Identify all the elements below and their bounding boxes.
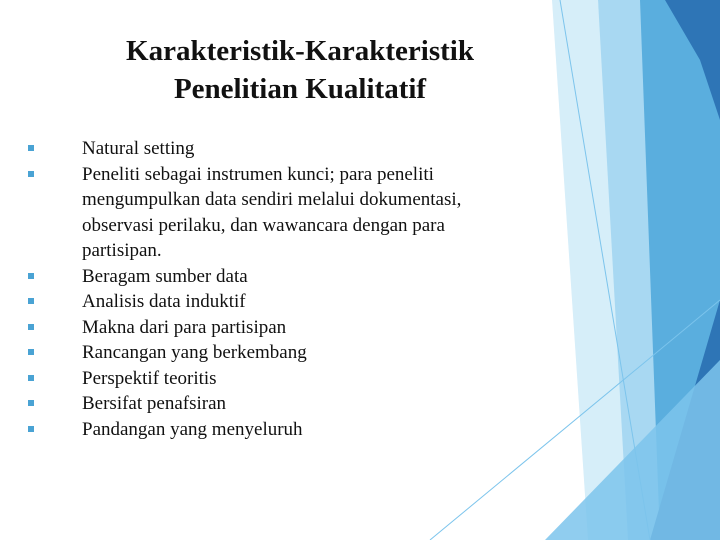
bullet-text: Makna dari para partisipan [82,316,287,338]
bullet-item [28,162,528,264]
bullet-item [28,315,528,341]
square-bullet-icon [28,171,34,177]
bullet-text: Perspektif teoritis [82,367,217,389]
slide-title-line-2: Penelitian Kualitatif [173,73,427,105]
slide-title [60,32,540,108]
bullet-list [28,136,528,442]
bullet-text: Natural setting [82,138,195,159]
square-bullet-icon [28,426,34,432]
square-bullet-icon [28,145,34,151]
bullet-text: Bersifat penafsiran [82,393,227,414]
square-bullet-icon [28,375,34,381]
square-bullet-icon [28,400,34,406]
bullet-item [28,340,528,366]
square-bullet-icon [28,349,34,355]
bullet-text: Rancangan yang berkembang [82,342,307,363]
square-bullet-icon [28,298,34,304]
bullet-text: Pandangan yang menyeluruh [82,418,303,440]
bullet-text: Beragam sumber data [82,265,248,287]
slide-title-line-1: Karakteristik-Karakteristik [126,35,474,67]
bullet-text: Peneliti sebagai instrumen kunci; para peneliti mengumpulkan data sendiri melalui dokumentasi, observasi perilaku, dan wawancara dengan para partisipan. [82,163,462,261]
square-bullet-icon [28,324,34,330]
bullet-item [28,391,528,417]
bullet-item [28,264,528,290]
bullet-item [28,417,528,443]
bullet-item [28,136,528,162]
bullet-text: Analisis data induktif [82,291,246,312]
bullet-item [28,289,528,315]
bullet-item [28,366,528,392]
square-bullet-icon [28,273,34,279]
